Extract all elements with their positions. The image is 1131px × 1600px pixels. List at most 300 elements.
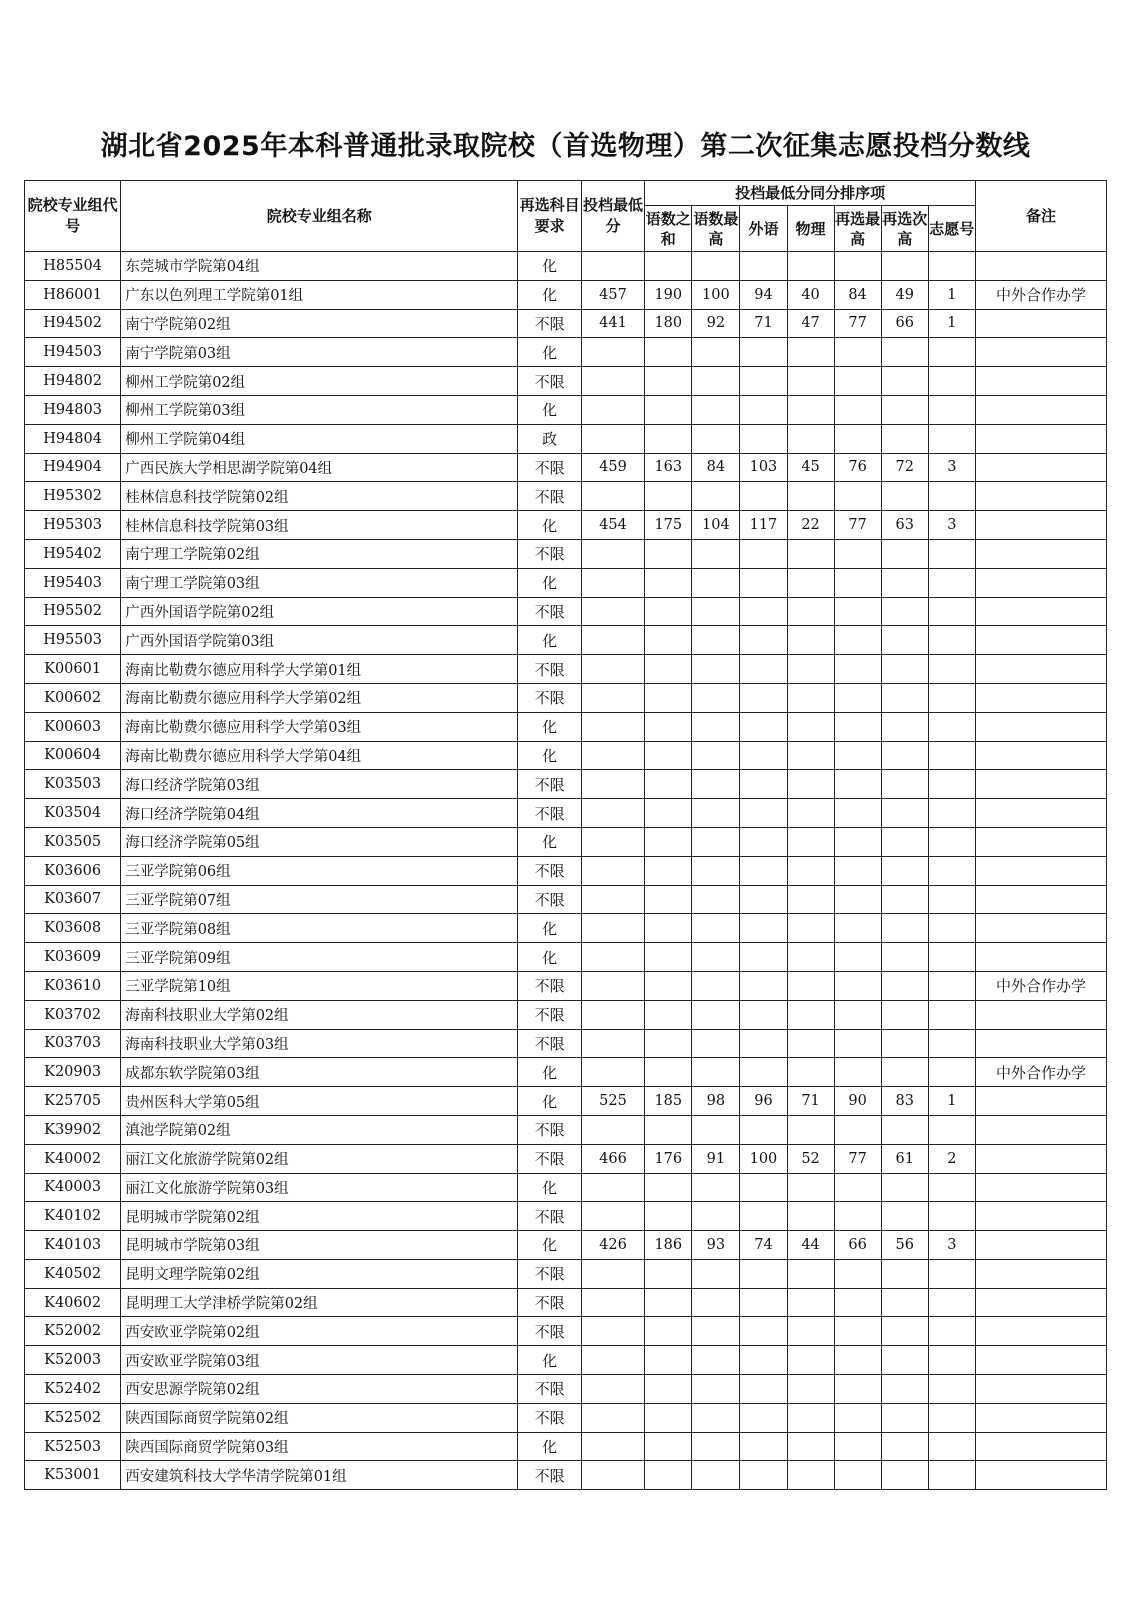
cell-tie-elective-max [834, 856, 881, 885]
cell-req: 不限 [518, 1144, 581, 1173]
cell-tie-preference-no [928, 799, 975, 828]
cell-tie-physics [787, 1115, 834, 1144]
header-tie-chinese-math-sum: 语数之和 [645, 206, 692, 252]
cell-req: 化 [518, 252, 581, 281]
cell-tie-preference-no [928, 655, 975, 684]
cell-tie-elective-second [881, 1346, 928, 1375]
table-row [25, 597, 1107, 626]
cell-name: 昆明文理学院第02组 [121, 1259, 518, 1288]
cell-name: 西安欧亚学院第02组 [121, 1317, 518, 1346]
cell-code: K40602 [25, 1288, 121, 1317]
table-row [25, 741, 1107, 770]
cell-note: 中外合作办学 [975, 280, 1106, 309]
cell-min-score [581, 1346, 644, 1375]
cell-tie-physics [787, 568, 834, 597]
cell-tie-foreign-language [740, 1259, 787, 1288]
cell-tie-physics [787, 482, 834, 511]
cell-min-score [581, 1403, 644, 1432]
cell-tie-physics [787, 1432, 834, 1461]
cell-note [975, 1317, 1106, 1346]
cell-tie-preference-no [928, 395, 975, 424]
cell-min-score [581, 914, 644, 943]
cell-tie-elective-second [881, 1403, 928, 1432]
cell-tie-elective-second [881, 971, 928, 1000]
cell-tie-chinese-math-sum [645, 338, 692, 367]
cell-min-score [581, 1288, 644, 1317]
cell-code: K03607 [25, 885, 121, 914]
cell-tie-foreign-language [740, 1029, 787, 1058]
table-row [25, 885, 1107, 914]
cell-min-score [581, 1115, 644, 1144]
cell-note [975, 1202, 1106, 1231]
cell-tie-chinese-math-sum [645, 770, 692, 799]
cell-tie-physics [787, 1058, 834, 1087]
cell-note [975, 770, 1106, 799]
cell-tie-elective-second [881, 885, 928, 914]
cell-name: 三亚学院第07组 [121, 885, 518, 914]
table-row [25, 482, 1107, 511]
cell-code: K00601 [25, 655, 121, 684]
cell-tie-chinese-math-max [692, 1288, 740, 1317]
cell-tie-preference-no [928, 424, 975, 453]
cell-tie-chinese-math-max: 100 [692, 280, 740, 309]
cell-tie-preference-no [928, 1346, 975, 1375]
cell-tie-foreign-language [740, 741, 787, 770]
cell-tie-preference-no [928, 1432, 975, 1461]
cell-tie-chinese-math-max [692, 741, 740, 770]
cell-note [975, 655, 1106, 684]
cell-tie-physics [787, 799, 834, 828]
cell-tie-elective-second [881, 655, 928, 684]
cell-note [975, 482, 1106, 511]
cell-tie-chinese-math-sum: 190 [645, 280, 692, 309]
cell-name: 桂林信息科技学院第03组 [121, 511, 518, 540]
cell-name: 昆明城市学院第02组 [121, 1202, 518, 1231]
cell-note [975, 856, 1106, 885]
cell-tie-chinese-math-sum [645, 1375, 692, 1404]
cell-name: 海南科技职业大学第02组 [121, 1000, 518, 1029]
cell-req: 不限 [518, 770, 581, 799]
cell-code: K00602 [25, 683, 121, 712]
cell-req: 不限 [518, 367, 581, 396]
cell-min-score [581, 655, 644, 684]
cell-min-score: 525 [581, 1087, 644, 1116]
cell-tie-elective-second [881, 1115, 928, 1144]
cell-note [975, 943, 1106, 972]
table-row [25, 367, 1107, 396]
cell-tie-preference-no [928, 827, 975, 856]
cell-tie-elective-max [834, 1403, 881, 1432]
cell-tie-elective-max [834, 539, 881, 568]
cell-tie-preference-no [928, 770, 975, 799]
cell-tie-preference-no [928, 741, 975, 770]
cell-tie-foreign-language [740, 683, 787, 712]
cell-tie-chinese-math-max: 98 [692, 1087, 740, 1116]
cell-note [975, 1461, 1106, 1490]
cell-tie-preference-no: 1 [928, 309, 975, 338]
cell-tie-preference-no [928, 971, 975, 1000]
cell-note [975, 395, 1106, 424]
table-row [25, 1231, 1107, 1260]
cell-min-score [581, 885, 644, 914]
cell-tie-elective-second: 63 [881, 511, 928, 540]
cell-req: 化 [518, 1231, 581, 1260]
cell-name: 柳州工学院第04组 [121, 424, 518, 453]
cell-name: 海南比勒费尔德应用科学大学第04组 [121, 741, 518, 770]
cell-min-score [581, 1375, 644, 1404]
cell-tie-physics: 71 [787, 1087, 834, 1116]
cell-tie-chinese-math-sum [645, 1173, 692, 1202]
cell-code: K03608 [25, 914, 121, 943]
cell-note [975, 1432, 1106, 1461]
cell-tie-foreign-language [740, 252, 787, 281]
cell-tie-elective-max [834, 1173, 881, 1202]
cell-note [975, 1259, 1106, 1288]
header-min-score: 投档最低分 [581, 181, 644, 252]
cell-tie-physics [787, 971, 834, 1000]
cell-tie-chinese-math-max [692, 914, 740, 943]
cell-req: 化 [518, 943, 581, 972]
cell-req: 化 [518, 1087, 581, 1116]
cell-min-score [581, 482, 644, 511]
cell-tie-elective-max [834, 712, 881, 741]
cell-tie-preference-no [928, 856, 975, 885]
cell-tie-elective-second [881, 770, 928, 799]
cell-tie-elective-second: 72 [881, 453, 928, 482]
cell-note [975, 712, 1106, 741]
table-row [25, 338, 1107, 367]
cell-tie-physics [787, 597, 834, 626]
cell-tie-elective-second [881, 1029, 928, 1058]
cell-req: 化 [518, 1173, 581, 1202]
cell-name: 桂林信息科技学院第02组 [121, 482, 518, 511]
cell-note [975, 252, 1106, 281]
cell-code: H95503 [25, 626, 121, 655]
cell-tie-elective-second: 83 [881, 1087, 928, 1116]
cell-tie-preference-no [928, 252, 975, 281]
cell-note [975, 338, 1106, 367]
cell-tie-chinese-math-sum [645, 626, 692, 655]
cell-tie-foreign-language [740, 712, 787, 741]
cell-min-score [581, 338, 644, 367]
cell-tie-physics [787, 424, 834, 453]
table-row [25, 712, 1107, 741]
cell-code: K40103 [25, 1231, 121, 1260]
cell-note [975, 511, 1106, 540]
cell-tie-chinese-math-max [692, 1058, 740, 1087]
cell-min-score: 426 [581, 1231, 644, 1260]
cell-code: K03606 [25, 856, 121, 885]
cell-name: 海南比勒费尔德应用科学大学第02组 [121, 683, 518, 712]
cell-tie-preference-no [928, 568, 975, 597]
cell-tie-preference-no [928, 1375, 975, 1404]
cell-tie-foreign-language [740, 597, 787, 626]
cell-tie-foreign-language [740, 1432, 787, 1461]
cell-tie-chinese-math-max [692, 1173, 740, 1202]
cell-req: 不限 [518, 1000, 581, 1029]
cell-tie-preference-no: 1 [928, 1087, 975, 1116]
cell-tie-elective-max: 77 [834, 309, 881, 338]
table-row [25, 827, 1107, 856]
cell-tie-chinese-math-max [692, 1317, 740, 1346]
cell-tie-chinese-math-sum [645, 914, 692, 943]
cell-tie-elective-second [881, 626, 928, 655]
cell-tie-chinese-math-sum: 180 [645, 309, 692, 338]
cell-name: 西安欧亚学院第03组 [121, 1346, 518, 1375]
cell-min-score [581, 683, 644, 712]
cell-tie-elective-second [881, 1432, 928, 1461]
cell-name: 贵州医科大学第05组 [121, 1087, 518, 1116]
cell-tie-preference-no [928, 597, 975, 626]
cell-tie-physics [787, 1317, 834, 1346]
cell-tie-chinese-math-sum [645, 1029, 692, 1058]
cell-tie-elective-max [834, 395, 881, 424]
cell-min-score [581, 1173, 644, 1202]
header-tie-elective-max: 再选最高 [834, 206, 881, 252]
cell-tie-chinese-math-sum [645, 741, 692, 770]
cell-name: 海南科技职业大学第03组 [121, 1029, 518, 1058]
cell-tie-elective-max [834, 1029, 881, 1058]
cell-tie-preference-no: 3 [928, 511, 975, 540]
cell-tie-chinese-math-sum [645, 943, 692, 972]
cell-req: 不限 [518, 856, 581, 885]
cell-tie-physics [787, 655, 834, 684]
table-row [25, 1403, 1107, 1432]
table-row [25, 683, 1107, 712]
cell-note [975, 1231, 1106, 1260]
cell-tie-preference-no [928, 1202, 975, 1231]
table-row [25, 1346, 1107, 1375]
cell-name: 广东以色列理工学院第01组 [121, 280, 518, 309]
cell-code: H94904 [25, 453, 121, 482]
cell-code: K40003 [25, 1173, 121, 1202]
cell-code: H94503 [25, 338, 121, 367]
cell-tie-chinese-math-max [692, 1202, 740, 1231]
cell-tie-physics [787, 856, 834, 885]
cell-min-score [581, 971, 644, 1000]
cell-tie-elective-max [834, 1058, 881, 1087]
cell-tie-foreign-language [740, 1202, 787, 1231]
table-row [25, 1202, 1107, 1231]
cell-code: K40502 [25, 1259, 121, 1288]
cell-tie-chinese-math-max [692, 395, 740, 424]
table-row [25, 539, 1107, 568]
cell-req: 化 [518, 827, 581, 856]
cell-note [975, 1403, 1106, 1432]
cell-tie-foreign-language: 96 [740, 1087, 787, 1116]
cell-tie-physics [787, 712, 834, 741]
cell-tie-foreign-language [740, 827, 787, 856]
cell-tie-preference-no: 2 [928, 1144, 975, 1173]
cell-tie-chinese-math-sum: 175 [645, 511, 692, 540]
cell-req: 不限 [518, 971, 581, 1000]
cell-name: 陕西国际商贸学院第03组 [121, 1432, 518, 1461]
cell-code: K52002 [25, 1317, 121, 1346]
cell-req: 化 [518, 395, 581, 424]
cell-name: 三亚学院第09组 [121, 943, 518, 972]
cell-tie-preference-no [928, 1288, 975, 1317]
cell-tie-chinese-math-max [692, 1029, 740, 1058]
table-row [25, 770, 1107, 799]
cell-tie-foreign-language [740, 1288, 787, 1317]
cell-tie-preference-no [928, 1259, 975, 1288]
cell-tie-foreign-language [740, 1403, 787, 1432]
cell-min-score: 459 [581, 453, 644, 482]
cell-req: 不限 [518, 1403, 581, 1432]
table-row [25, 655, 1107, 684]
cell-note [975, 539, 1106, 568]
cell-min-score [581, 597, 644, 626]
cell-req: 不限 [518, 1259, 581, 1288]
cell-tie-preference-no [928, 367, 975, 396]
cell-tie-foreign-language: 71 [740, 309, 787, 338]
cell-tie-foreign-language [740, 971, 787, 1000]
cell-tie-foreign-language [740, 424, 787, 453]
cell-tie-elective-max [834, 741, 881, 770]
table-row [25, 1375, 1107, 1404]
cell-tie-chinese-math-sum [645, 655, 692, 684]
cell-min-score [581, 568, 644, 597]
cell-tie-chinese-math-max [692, 799, 740, 828]
cell-tie-foreign-language [740, 367, 787, 396]
cell-tie-elective-max [834, 683, 881, 712]
cell-note [975, 914, 1106, 943]
cell-req: 化 [518, 568, 581, 597]
cell-tie-foreign-language [740, 539, 787, 568]
cell-tie-elective-second [881, 424, 928, 453]
cell-req: 化 [518, 280, 581, 309]
cell-tie-foreign-language [740, 799, 787, 828]
cell-tie-foreign-language [740, 885, 787, 914]
cell-code: H95403 [25, 568, 121, 597]
cell-tie-elective-second [881, 252, 928, 281]
cell-tie-chinese-math-max [692, 856, 740, 885]
cell-tie-elective-second [881, 568, 928, 597]
cell-code: K20903 [25, 1058, 121, 1087]
cell-tie-chinese-math-max: 84 [692, 453, 740, 482]
cell-name: 海口经济学院第05组 [121, 827, 518, 856]
table-row [25, 914, 1107, 943]
cell-tie-elective-max [834, 1115, 881, 1144]
table-row [25, 799, 1107, 828]
cell-tie-chinese-math-max [692, 827, 740, 856]
cell-note [975, 367, 1106, 396]
cell-tie-chinese-math-max [692, 1432, 740, 1461]
cell-tie-chinese-math-max [692, 1115, 740, 1144]
cell-tie-chinese-math-max [692, 712, 740, 741]
cell-tie-elective-second [881, 1375, 928, 1404]
cell-tie-elective-second [881, 1259, 928, 1288]
cell-tie-elective-second [881, 856, 928, 885]
cell-req: 化 [518, 1346, 581, 1375]
cell-code: K52402 [25, 1375, 121, 1404]
cell-tie-chinese-math-sum: 176 [645, 1144, 692, 1173]
cell-code: H86001 [25, 280, 121, 309]
cell-tie-chinese-math-max [692, 1259, 740, 1288]
header-note: 备注 [975, 181, 1106, 252]
table-row [25, 1058, 1107, 1087]
cell-code: K03609 [25, 943, 121, 972]
cell-tie-elective-second: 66 [881, 309, 928, 338]
cell-code: K40102 [25, 1202, 121, 1231]
cell-min-score: 457 [581, 280, 644, 309]
cell-tie-chinese-math-max [692, 885, 740, 914]
cell-tie-chinese-math-sum [645, 1202, 692, 1231]
cell-name: 南宁理工学院第03组 [121, 568, 518, 597]
cell-tie-physics [787, 741, 834, 770]
cell-tie-chinese-math-max [692, 626, 740, 655]
table-row [25, 395, 1107, 424]
cell-note [975, 1115, 1106, 1144]
cell-note [975, 1173, 1106, 1202]
cell-tie-preference-no [928, 712, 975, 741]
cell-tie-foreign-language: 100 [740, 1144, 787, 1173]
cell-tie-foreign-language [740, 1000, 787, 1029]
cell-code: K00603 [25, 712, 121, 741]
cell-req: 不限 [518, 597, 581, 626]
header-req: 再选科目要求 [518, 181, 581, 252]
cell-tie-chinese-math-max [692, 971, 740, 1000]
cell-min-score [581, 827, 644, 856]
cell-tie-chinese-math-sum [645, 568, 692, 597]
cell-tie-preference-no [928, 1029, 975, 1058]
cell-tie-chinese-math-sum [645, 482, 692, 511]
cell-tie-elective-max [834, 482, 881, 511]
cell-tie-chinese-math-max [692, 482, 740, 511]
cell-note: 中外合作办学 [975, 971, 1106, 1000]
cell-tie-physics [787, 1029, 834, 1058]
cell-tie-physics [787, 1375, 834, 1404]
cell-tie-preference-no [928, 1000, 975, 1029]
cell-tie-chinese-math-max [692, 770, 740, 799]
cell-note [975, 885, 1106, 914]
cell-code: K52502 [25, 1403, 121, 1432]
cell-tie-physics: 44 [787, 1231, 834, 1260]
cell-tie-foreign-language [740, 568, 787, 597]
cell-tie-physics: 47 [787, 309, 834, 338]
cell-tie-preference-no: 3 [928, 1231, 975, 1260]
cell-name: 滇池学院第02组 [121, 1115, 518, 1144]
cell-tie-elective-max: 90 [834, 1087, 881, 1116]
cell-tie-physics [787, 395, 834, 424]
cell-tie-preference-no [928, 338, 975, 367]
cell-name: 丽江文化旅游学院第03组 [121, 1173, 518, 1202]
cell-name: 南宁学院第02组 [121, 309, 518, 338]
cell-tie-chinese-math-sum: 163 [645, 453, 692, 482]
cell-note [975, 424, 1106, 453]
cell-tie-foreign-language [740, 1317, 787, 1346]
cell-tie-elective-second [881, 683, 928, 712]
cell-tie-chinese-math-sum: 185 [645, 1087, 692, 1116]
cell-tie-chinese-math-sum [645, 424, 692, 453]
cell-tie-elective-max [834, 885, 881, 914]
table-header [25, 181, 1107, 252]
table-row [25, 511, 1107, 540]
cell-tie-chinese-math-max [692, 655, 740, 684]
cell-tie-foreign-language [740, 1058, 787, 1087]
cell-code: K03610 [25, 971, 121, 1000]
header-tie-preference-no: 志愿号 [928, 206, 975, 252]
cell-tie-elective-max [834, 1346, 881, 1375]
cell-tie-elective-max [834, 367, 881, 396]
cell-tie-chinese-math-sum [645, 1346, 692, 1375]
cell-tie-elective-second: 49 [881, 280, 928, 309]
cell-tie-elective-max: 66 [834, 1231, 881, 1260]
cell-tie-preference-no [928, 539, 975, 568]
cell-tie-elective-max [834, 1000, 881, 1029]
cell-name: 广西民族大学相思湖学院第04组 [121, 453, 518, 482]
cell-tie-foreign-language [740, 626, 787, 655]
